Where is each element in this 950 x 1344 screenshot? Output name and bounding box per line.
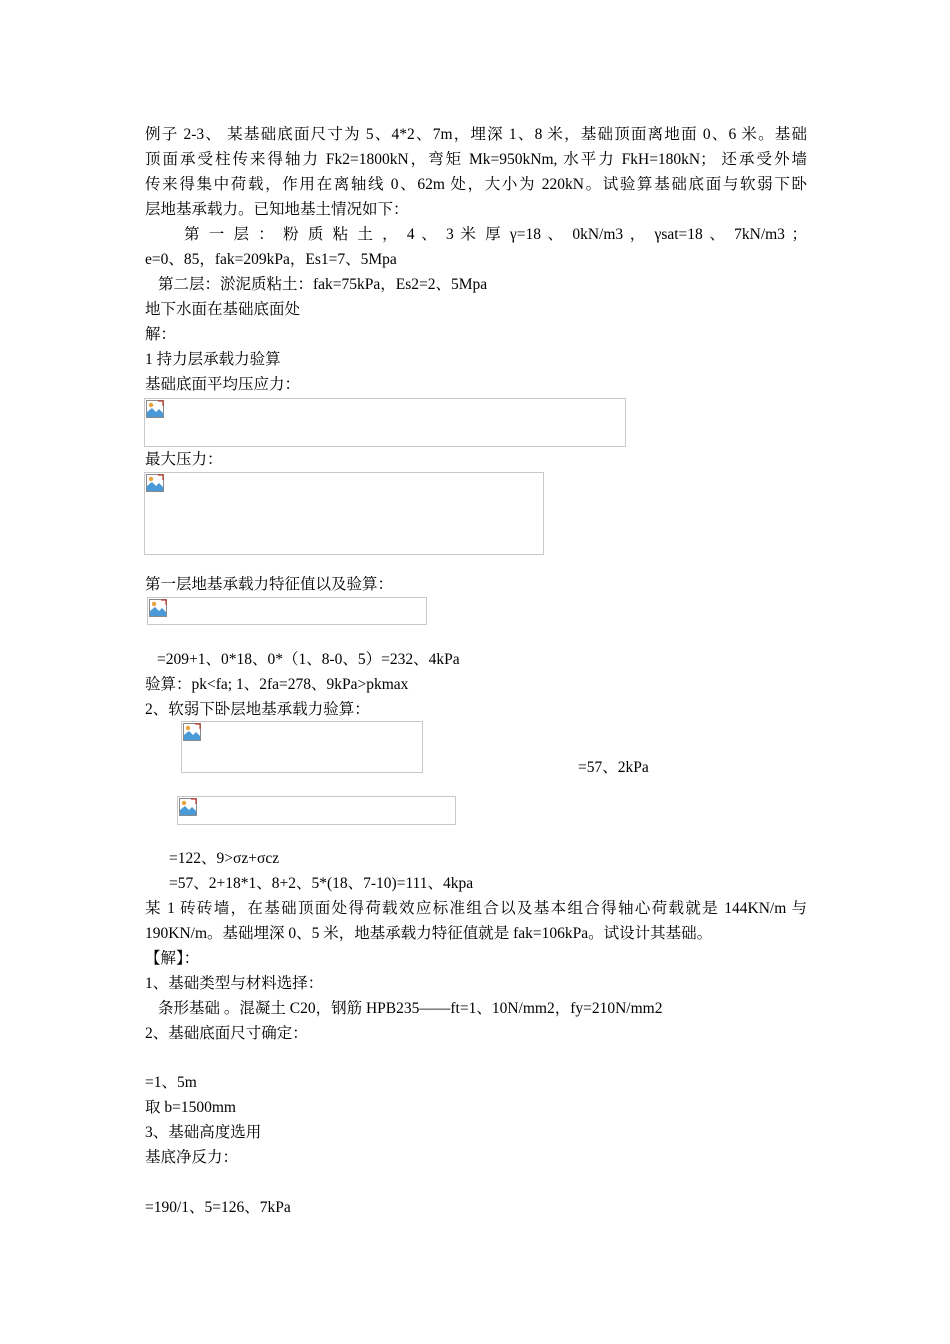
text-line: 基底净反力： — [145, 1149, 239, 1166]
text-line: 取 b=1500mm — [145, 1099, 236, 1116]
text-line: =122、9>σz+σcz — [169, 850, 280, 867]
broken-image-icon — [146, 400, 164, 418]
text-line: 验算：pk<fa; 1、2fa=278、9kPa>pkmax — [145, 676, 409, 693]
text-line: 190KN/m。基础埋深 0、5 米，地基承载力特征值就是 fak=106kPa。试设计其基础。 — [145, 925, 713, 942]
text-line: 层地基承载力。已知地基土情况如下： — [145, 201, 409, 218]
text-line: 传来得集中荷载，作用在离轴线 0、62m 处，大小为 220kN。试验算基础底面与软弱下卧 — [145, 176, 807, 193]
text-line: 例子 2-3、 某基础底面尺寸为 5、4*2、7m，埋深 1、8 米，基础顶面离地面 0、6 米。基础 — [145, 126, 807, 143]
text-line: e=0、85，fak=209kPa，Es1=7、5Mpa — [145, 251, 397, 268]
formula-image — [144, 398, 626, 447]
text-line: 顶面承受柱传来得轴力 Fk2=1800kN，弯矩 Mk=950kNm, 水平力 FkH=180kN； 还承受外墙 — [145, 151, 807, 168]
broken-image-icon — [179, 798, 197, 816]
text-line: 2、软弱下卧层地基承载力验算： — [145, 701, 370, 718]
formula-image — [181, 721, 423, 773]
text-line: 3、基础高度选用 — [145, 1124, 262, 1141]
text-line: =57、2+18*1、8+2、5*(18、7-10)=111、4kpa — [169, 875, 474, 892]
text-line: 1、基础类型与材料选择： — [145, 975, 324, 992]
text-line: 解： — [145, 326, 177, 343]
formula-image — [147, 597, 427, 625]
text-line: 地下水面在基础底面处 — [145, 301, 301, 318]
text-line: =190/1、5=126、7kPa — [145, 1199, 291, 1216]
text-line: 【解】： — [145, 950, 200, 967]
formula-image — [144, 472, 544, 555]
text-line: =57、2kPa — [578, 759, 649, 776]
broken-image-icon — [183, 723, 201, 741]
text-line: 第一层地基承载力特征值以及验算： — [145, 576, 394, 593]
broken-image-icon — [146, 474, 164, 492]
text-line: 第 一 层 ： 粉 质 粘 土 ， 4 、 3 米 厚 γ=18 、 0kN/m3 ， γsat=18 、 7kN/m3 ； — [184, 226, 807, 243]
text-line: 条形基础 。混凝土 C20，钢筋 HPB235——ft=1、10N/mm2，fy=210N/mm2 — [158, 1000, 663, 1017]
text-line: =1、5m — [145, 1074, 197, 1091]
text-line: 第二层：淤泥质粘土：fak=75kPa，Es2=2、5Mpa — [158, 276, 488, 293]
text-line: 1 持力层承载力验算 — [145, 351, 281, 368]
text-line: 基础底面平均压应力： — [145, 376, 301, 393]
text-line: 最大压力： — [145, 451, 223, 468]
broken-image-icon — [149, 599, 167, 617]
formula-image — [177, 796, 456, 825]
text-line: 2、基础底面尺寸确定： — [145, 1025, 308, 1042]
text-line: 某 1 砖砖墙，在基础顶面处得荷载效应标准组合以及基本组合得轴心荷载就是 144KN/m 与 — [145, 900, 807, 917]
text-line: =209+1、0*18、0*（1、8-0、5）=232、4kPa — [157, 651, 460, 668]
